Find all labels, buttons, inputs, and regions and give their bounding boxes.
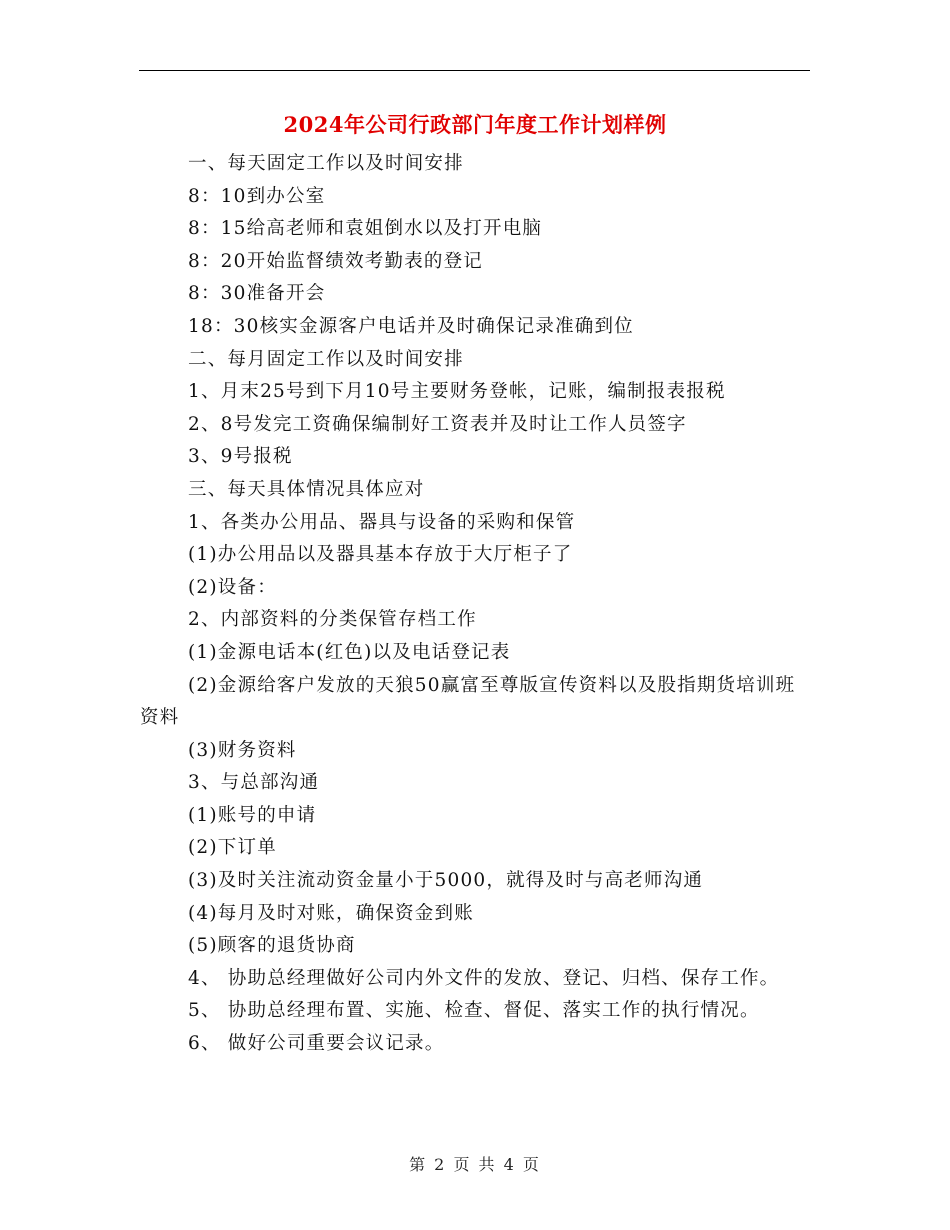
paragraph: 5、 协助总经理布置、实施、检查、督促、落实工作的执行情况。: [188, 1000, 760, 1022]
paragraph: 三、每天具体情况具体应对: [188, 478, 425, 500]
paragraph: (2)下订单: [188, 837, 277, 859]
paragraph: (3)财务资料: [188, 739, 297, 761]
paragraph: 一、每天固定工作以及时间安排: [188, 153, 464, 174]
paragraph: (2)金源给客户发放的天狼50赢富至尊版宣传资料以及股指期货培训班资料: [140, 674, 796, 729]
paragraph: 1、月末25号到下月10号主要财务登帐，记账，编制报表报税: [188, 381, 726, 403]
paragraph: 18：30核实金源客户电话并及时确保记录准确到位: [188, 315, 634, 337]
paragraph: 6、 做好公司重要会议记录。: [188, 1033, 445, 1055]
paragraph: (1)账号的申请: [188, 804, 317, 826]
paragraph: 4、 协助总经理做好公司内外文件的发放、登记、归档、保存工作。: [188, 967, 780, 989]
document-body: [140, 148, 810, 1061]
paragraph: (2)设备：: [188, 576, 277, 598]
paragraph: (1)金源电话本(红色)以及电话登记表: [188, 641, 511, 663]
paragraph: 8：15给高老师和袁姐倒水以及打开电脑: [188, 218, 543, 240]
paragraph: (3)及时关注流动资金量小于5000，就得及时与高老师沟通: [188, 870, 704, 892]
header-rule: [139, 70, 810, 71]
paragraph: 8：20开始监督绩效考勤表的登记: [188, 250, 484, 272]
paragraph: (4)每月及时对账，确保资金到账: [188, 902, 474, 924]
paragraph: (5)顾客的退货协商: [188, 935, 356, 957]
document-title: 2024年公司行政部门年度工作计划样例: [283, 112, 667, 137]
paragraph: 2、内部资料的分类保管存档工作: [188, 609, 477, 631]
paragraph: (1)办公用品以及器具基本存放于大厅柜子了: [188, 544, 573, 566]
paragraph: 2、8号发完工资确保编制好工资表并及时让工作人员签字: [188, 413, 687, 435]
paragraph: 1、各类办公用品、器具与设备的采购和保管: [188, 511, 576, 533]
paragraph: 8：30准备开会: [188, 283, 326, 305]
paragraph: 二、每月固定工作以及时间安排: [188, 348, 464, 370]
page-number-footer: 第 2 页 共 4 页: [409, 1155, 541, 1174]
paragraph: 3、与总部沟通: [188, 772, 320, 794]
paragraph: 8：10到办公室: [188, 185, 326, 207]
paragraph: 3、9号报税: [188, 446, 293, 468]
